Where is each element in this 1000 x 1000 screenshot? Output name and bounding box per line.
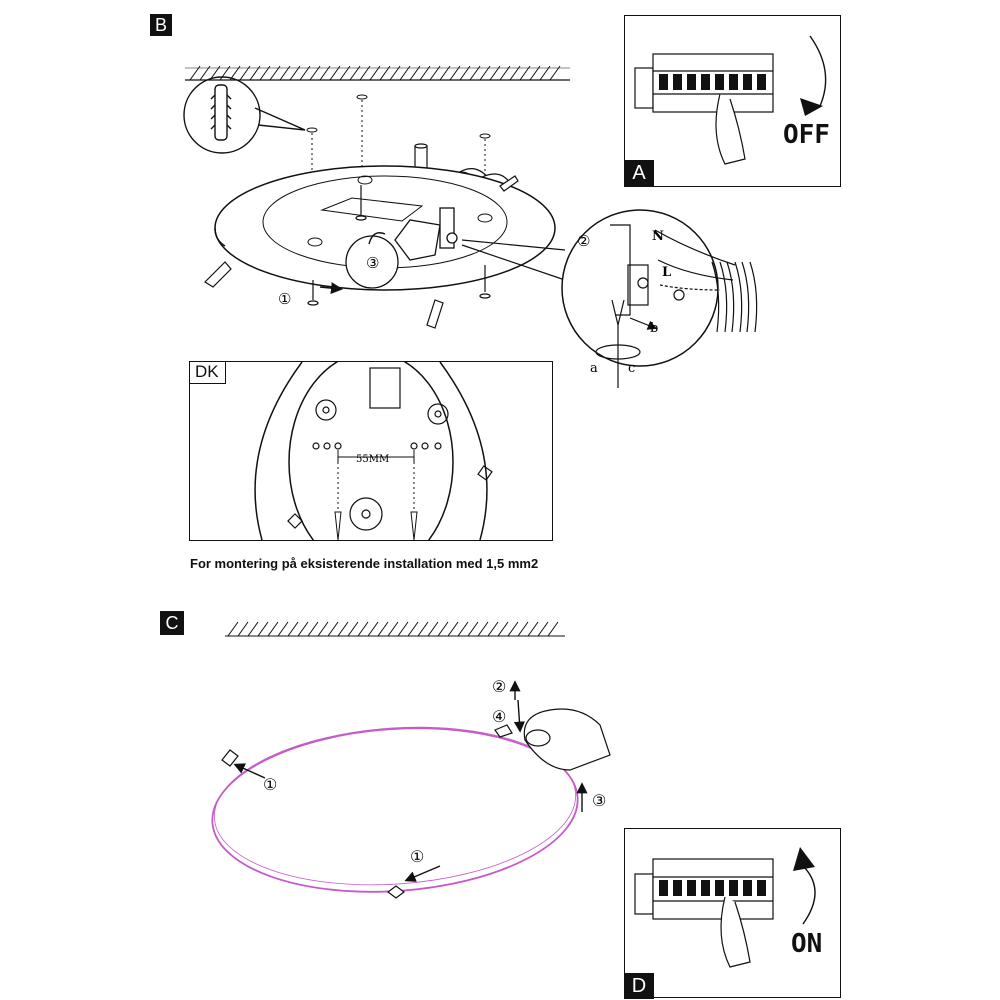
step-c-callout-2: ② <box>492 677 507 696</box>
callout-wiring-2: ② <box>577 232 591 250</box>
rotation-b-label: b <box>650 321 659 336</box>
wire-l-label: L <box>662 265 672 280</box>
panel-a-label: A <box>624 160 654 186</box>
step-c-callout-4: ④ <box>492 707 507 726</box>
wire-n-label: N <box>652 229 664 244</box>
switch-off-label: OFF <box>783 120 830 150</box>
step-c-ceiling <box>225 622 565 636</box>
step-b-badge: B <box>150 14 172 36</box>
dk-mounting-diagram <box>190 362 552 540</box>
wall-plug-callout <box>184 77 305 153</box>
lamp-cover <box>207 716 583 904</box>
dk-dimension-label: 55MM <box>356 454 390 465</box>
installation-caption: For montering på eksisterende installation med 1,5 mm2 <box>190 556 539 571</box>
callout-bulb-3: ③ <box>366 254 380 272</box>
breaker-switch-on <box>625 829 839 997</box>
hand-pressing <box>524 709 610 770</box>
rotation-a-label: a <box>590 361 598 376</box>
panel-d-on <box>624 828 841 998</box>
cover-clips <box>222 725 512 898</box>
step-c-callout-1a: ① <box>263 775 278 794</box>
breaker-switch-off <box>625 16 839 184</box>
panel-dk <box>189 361 553 541</box>
rotation-c-label: c <box>628 361 636 376</box>
panel-d-label: D <box>624 973 654 999</box>
callout-screw-1: ① <box>278 290 292 308</box>
switch-on-label: ON <box>791 929 823 959</box>
step-c-badge: C <box>160 611 184 635</box>
supply-wires <box>712 262 757 332</box>
dk-tag: DK <box>189 361 226 384</box>
step-c-callout-1b: ① <box>410 847 425 866</box>
panel-a-off <box>624 15 841 187</box>
step-c-callout-3: ③ <box>592 791 607 810</box>
